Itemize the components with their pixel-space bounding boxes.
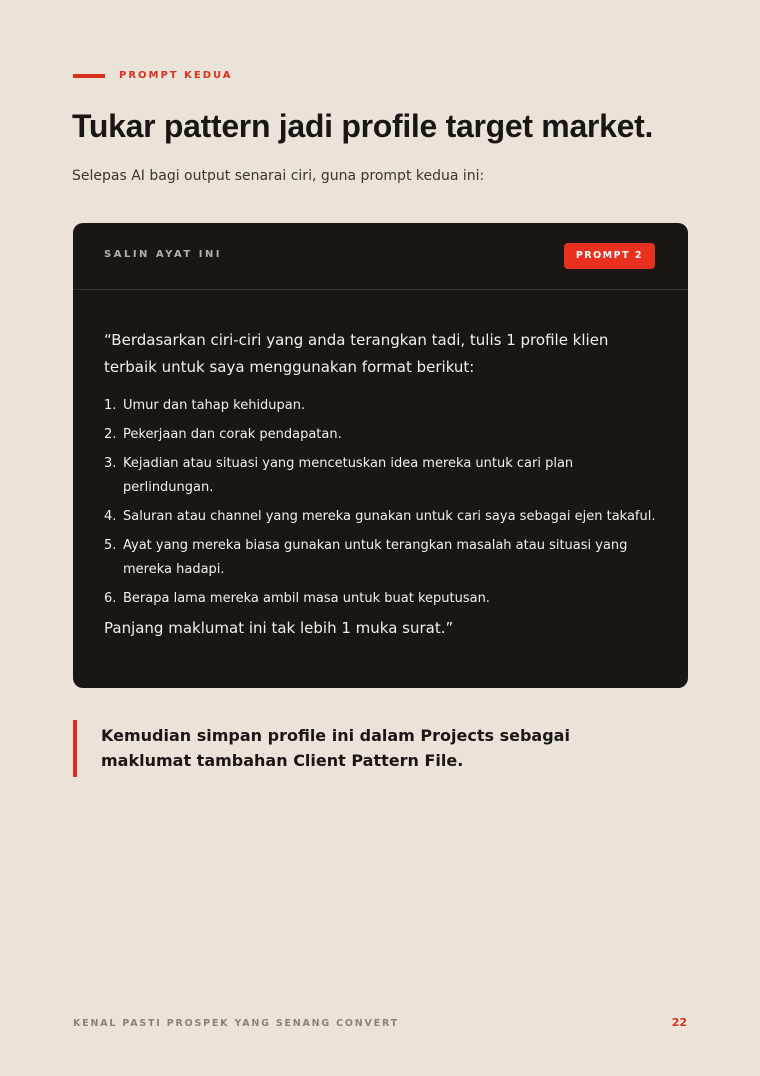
prompt-card-body — [73, 290, 688, 640]
list-item-number: 1. — [104, 398, 117, 413]
list-item-text: Umur dan tahap kehidupan. — [123, 398, 306, 413]
callout-note — [73, 720, 641, 777]
list-item — [104, 505, 657, 529]
eyebrow-label: PROMPT KEDUA — [119, 70, 233, 81]
list-item-text: Ayat yang mereka biasa gunakan untuk terangkan masalah atau situasi yang mereka hadapi. — [123, 538, 628, 577]
eyebrow-accent-bar — [73, 74, 105, 78]
list-item-number: 6. — [104, 591, 117, 606]
footer-book-title: KENAL PASTI PROSPEK YANG SENANG CONVERT — [73, 1018, 399, 1029]
list-item — [104, 423, 657, 447]
list-item-text: Saluran atau channel yang mereka gunakan untuk cari saya sebagai ejen takaful. — [123, 509, 656, 524]
list-item-number: 4. — [104, 509, 117, 524]
section-eyebrow — [73, 70, 233, 81]
list-item-text: Berapa lama mereka ambil masa untuk buat keputusan. — [123, 591, 490, 606]
page-title: Tukar pattern jadi profile target market. — [72, 108, 654, 144]
list-item — [104, 534, 657, 582]
list-item-number: 2. — [104, 427, 117, 442]
list-item-number: 3. — [104, 456, 117, 471]
page-number: 22 — [671, 1016, 687, 1029]
page-subtitle: Selepas AI bagi output senarai ciri, guna prompt kedua ini: — [72, 168, 485, 184]
prompt-card-header — [73, 223, 688, 290]
callout-text: Kemudian simpan profile ini dalam Projects sebagai maklumat tambahan Client Pattern File. — [101, 726, 570, 770]
prompt-badge: PROMPT 2 — [564, 243, 655, 269]
prompt-intro: “Berdasarkan ciri-ciri yang anda terangkan tadi, tulis 1 profile klien terbaik untuk saya menggunakan format berikut: — [104, 331, 609, 376]
prompt-closing: Panjang maklumat ini tak lebih 1 muka surat.” — [104, 619, 454, 637]
list-item — [104, 587, 657, 611]
list-item-text: Pekerjaan dan corak pendapatan. — [123, 427, 342, 442]
list-item-text: Kejadian atau situasi yang mencetuskan idea mereka untuk cari plan perlindungan. — [123, 456, 574, 495]
copy-label: SALIN AYAT INI — [104, 249, 223, 260]
list-item-number: 5. — [104, 538, 117, 553]
prompt-list — [104, 394, 657, 611]
list-item — [104, 394, 657, 418]
list-item — [104, 452, 657, 500]
prompt-card — [73, 223, 688, 688]
